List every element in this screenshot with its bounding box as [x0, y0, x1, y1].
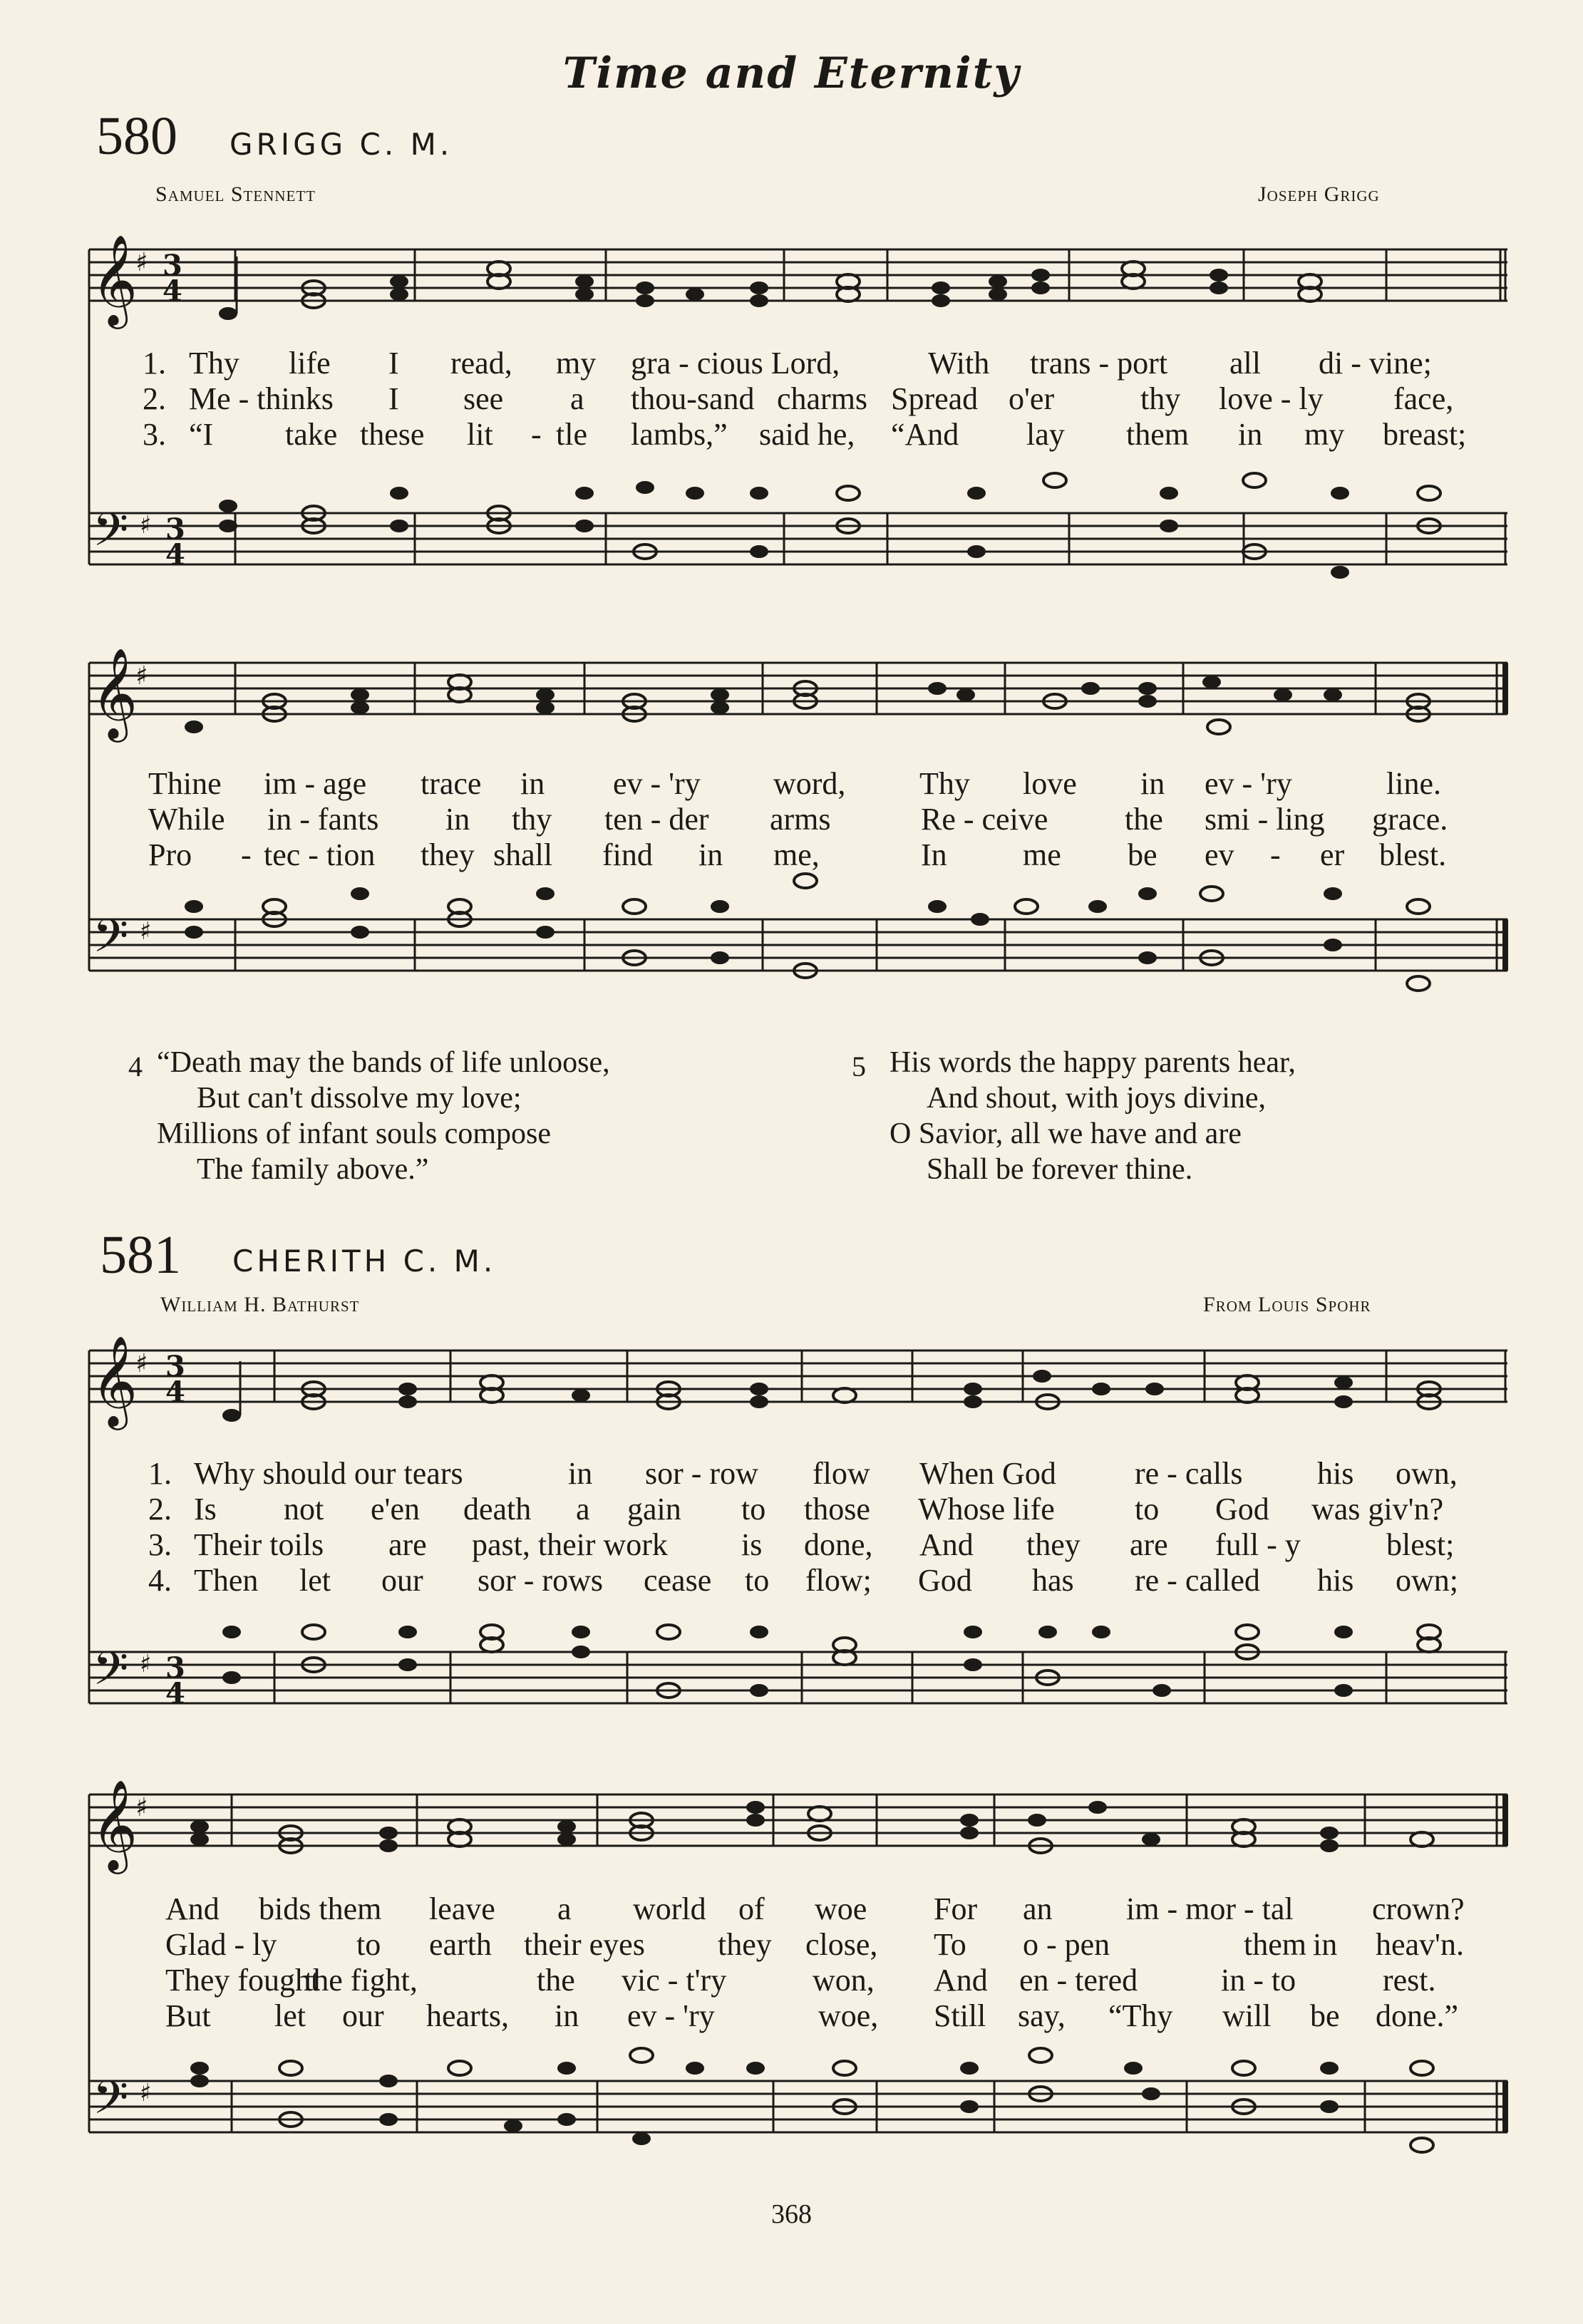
svg-text:3: 3 [163, 249, 182, 282]
music-credit-581: From Louis Spohr [1203, 1293, 1371, 1316]
svg-text:♯: ♯ [135, 1349, 148, 1378]
svg-text:♯: ♯ [135, 248, 148, 277]
svg-text:𝄢: 𝄢 [93, 2072, 129, 2136]
music-credit-580: Joseph Grigg [1258, 182, 1380, 206]
lyrics-581-s1-verse4: 4. Then let our sor - rows cease to flow; God has re - called his own; [148, 1563, 1458, 1598]
stanza-5: His words the happy parents hear, And shout, with joys divine, O Savior, all we have and are Shall be forever thine. [890, 1046, 1296, 1186]
svg-text:3: 3 [165, 1651, 185, 1685]
svg-text:𝄢: 𝄢 [93, 1643, 129, 1707]
lyrics-580-s1-verse1: 1. Thy life I read, my gra - cious Lord, With trans - port all di - vine; [143, 346, 1432, 381]
svg-text:♯: ♯ [135, 661, 148, 691]
treble-staff [89, 647, 1507, 743]
hymn-number-581: 581 [100, 1225, 181, 1285]
lyrics-581-s2-verse4: But let our hearts, in ev - 'ry woe, Still say, “Thy will be done.” [165, 1998, 1459, 2033]
svg-text:𝄢: 𝄢 [93, 504, 129, 568]
svg-text:♯: ♯ [140, 511, 152, 539]
svg-text:♯: ♯ [135, 1793, 148, 1822]
svg-text:𝄢: 𝄢 [93, 910, 129, 974]
lyrics-581-s1-verse1: 1. Why should our tears in sor - row flow When God re - calls his own, [148, 1456, 1458, 1491]
treble-staff [89, 1335, 1507, 1430]
lyrics-581-s1-verse2: 2. Is not e'en death a gain to those Whose life to God was giv'n? [148, 1492, 1444, 1527]
words-credit-581: William H. Bathurst [160, 1293, 360, 1316]
lyrics-580-s2-verse1: Thine im - age trace in ev - 'ry word, Thy love in ev - 'ry line. [148, 766, 1441, 801]
stanza-number-4: 4 [128, 1050, 143, 1083]
lyrics-581-s2-verse2: Glad - ly to earth their eyes they close, To o - pen them in heav'n. [165, 1927, 1464, 1962]
svg-text:4: 4 [165, 538, 185, 572]
svg-text:𝄞: 𝄞 [91, 1335, 138, 1426]
stanza-number-5: 5 [852, 1050, 866, 1083]
page-number: 368 [771, 2199, 812, 2229]
svg-text:4: 4 [165, 1375, 185, 1409]
svg-text:𝄞: 𝄞 [91, 234, 138, 325]
tune-name-581: CHERITH C. M. [232, 1244, 497, 1279]
svg-text:4: 4 [165, 1677, 185, 1710]
lyrics-580-s1-verse2: 2. Me - thinks I see a thou-sand charms Spread o'er thy love - ly face, [143, 381, 1454, 416]
lyrics-581-s2-verse3: They fought the fight, the vic - t'ry won, And en - tered in - to rest. [165, 1963, 1436, 1998]
svg-text:♯: ♯ [140, 1650, 152, 1678]
lyrics-580-s2-verse2: While in - fants in thy ten - der arms Re - ceive the smi - ling grace. [148, 802, 1448, 837]
svg-text:𝄞: 𝄞 [91, 647, 138, 738]
tune-name-580: GRIGG C. M. [230, 127, 453, 162]
svg-text:♯: ♯ [140, 2079, 152, 2107]
lyrics-580-s2-verse3: Pro - tec - tion they shall find in me, In me be ev - er blest. [148, 837, 1447, 872]
stanza-4: “Death may the bands of life unloose, But can't dissolve my love; Millions of infant souls compose The family above.” [157, 1046, 610, 1186]
svg-text:𝄞: 𝄞 [91, 1779, 138, 1870]
lyrics-581-s2-verse1: And bids them leave a world of woe For an im - mor - tal crown? [165, 1891, 1465, 1926]
svg-text:4: 4 [163, 274, 182, 308]
lyrics-580-s1-verse3: 3. “I take these lit - tle lambs,” said he, “And lay them in my breast; [143, 417, 1467, 452]
svg-text:3: 3 [165, 1350, 185, 1383]
lyrics-581-s1-verse3: 3. Their toils are past, their work is done, And they are full - y blest; [148, 1527, 1455, 1562]
svg-text:3: 3 [165, 512, 185, 546]
words-credit-580: Samuel Stennett [155, 182, 316, 206]
treble-staff [89, 1779, 1507, 1874]
svg-text:♯: ♯ [140, 917, 152, 946]
treble-staff [89, 234, 1507, 329]
section-title: Time and Eternity [562, 48, 1021, 98]
hymn-number-580: 580 [96, 106, 177, 166]
